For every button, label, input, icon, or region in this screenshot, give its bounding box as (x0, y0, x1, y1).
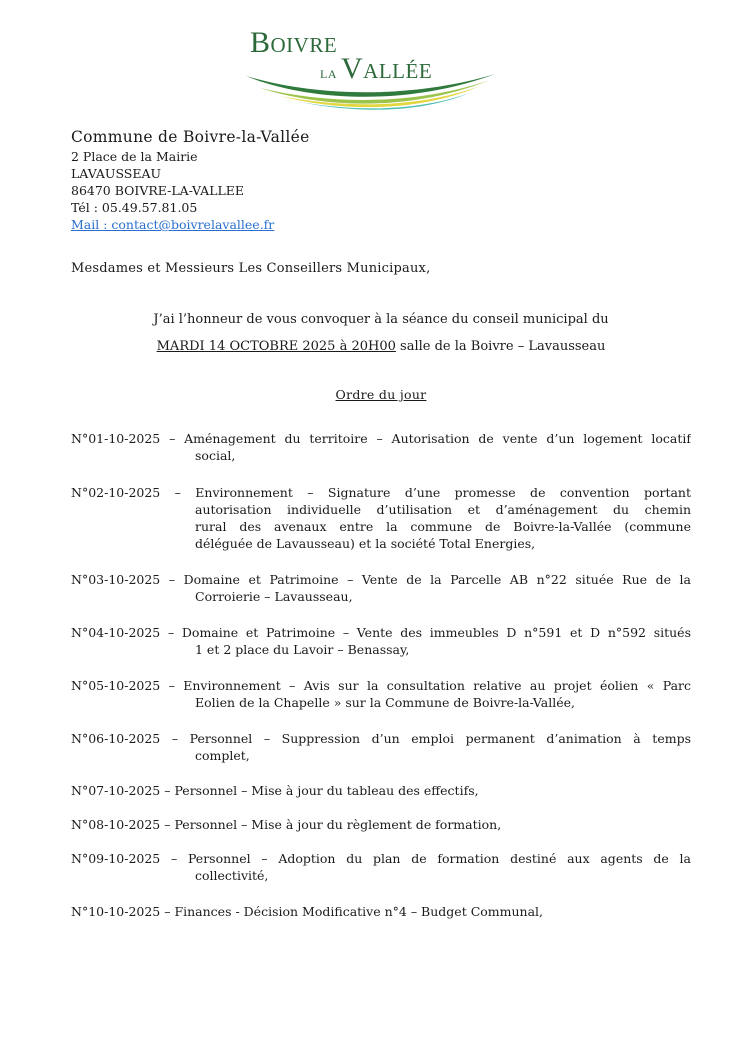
logo-text-boivre: Boivre (250, 26, 338, 59)
agenda-item (71, 730, 691, 764)
agenda-item (71, 624, 691, 658)
commune-name: Commune de Boivre-la-Vallée (71, 128, 310, 146)
agenda-item-continuation: Corroierie – Lavausseau, (195, 589, 353, 604)
agenda-item-continuation: autorisation individuelle d’utilisation et d’aménagement du chemin (195, 502, 691, 517)
logo-text-vallee-word: Vallée (341, 52, 433, 85)
meeting-place: salle de la Boivre – Lavausseau (395, 339, 606, 354)
meeting-date: MARDI 14 OCTOBRE 2025 à 20H00 (156, 339, 396, 354)
agenda-item-continuation: complet, (195, 748, 250, 763)
agenda-title: Ordre du jour (335, 387, 427, 402)
salutation: Mesdames et Messieurs Les Conseillers Municipaux, (71, 261, 431, 276)
agenda-item (71, 430, 691, 464)
address-line-1: 2 Place de la Mairie (71, 149, 198, 164)
logo-text-la: la (320, 63, 337, 82)
agenda-list (71, 430, 691, 920)
meeting-date-line (71, 339, 691, 354)
agenda-item-first-line: N°10-10-2025 – Finances - Décision Modificative n°4 – Budget Communal, (71, 904, 544, 919)
agenda-item (71, 484, 691, 552)
agenda-item-continuation: déléguée de Lavausseau) et la société Total Energies, (195, 536, 536, 551)
agenda-item-first-line: N°01-10-2025 – Aménagement du territoire – Autorisation de vente d’un logement locatif (71, 431, 691, 446)
agenda-item-continuation: 1 et 2 place du Lavoir – Benassay, (195, 642, 410, 657)
logo (240, 26, 502, 118)
address-line-2: LAVAUSSEAU (71, 166, 162, 181)
agenda-item-first-line: N°08-10-2025 – Personnel – Mise à jour du règlement de formation, (71, 817, 502, 832)
phone-number: Tél : 05.49.57.81.05 (71, 200, 198, 215)
agenda-item (71, 850, 691, 884)
agenda-item (71, 903, 691, 920)
agenda-item (71, 677, 691, 711)
agenda-item-first-line: N°04-10-2025 – Domaine et Patrimoine – Vente des immeubles D n°591 et D n°592 situés (71, 625, 691, 640)
agenda-item-continuation: Eolien de la Chapelle » sur la Commune de Boivre-la-Vallée, (195, 695, 576, 710)
agenda-item-continuation: collectivité, (195, 868, 269, 883)
agenda-item (71, 816, 691, 833)
address-line-3: 86470 BOIVRE-LA-VALLEE (71, 183, 245, 198)
agenda-item-continuation: social, (195, 448, 236, 463)
agenda-item-first-line: N°02-10-2025 – Environnement – Signature d’une promesse de convention portant (71, 485, 691, 500)
agenda-item-first-line: N°09-10-2025 – Personnel – Adoption du plan de formation destiné aux agents de la (71, 851, 691, 866)
agenda-item-first-line: N°07-10-2025 – Personnel – Mise à jour du tableau des effectifs, (71, 783, 479, 798)
agenda-item-first-line: N°05-10-2025 – Environnement – Avis sur la consultation relative au projet éolien « Parc (71, 678, 691, 693)
commune-header (71, 126, 310, 233)
agenda-item (71, 571, 691, 605)
mail-link[interactable]: Mail : contact@boivrelavallee.fr (71, 217, 275, 232)
agenda-item-first-line: N°03-10-2025 – Domaine et Patrimoine – Vente de la Parcelle AB n°22 située Rue de la (71, 572, 691, 587)
logo-swoosh-icon (240, 66, 502, 116)
convocation-line: J’ai l’honneur de vous convoquer à la séance du conseil municipal du (153, 312, 609, 327)
agenda-item-first-line: N°06-10-2025 – Personnel – Suppression d’un emploi permanent d’animation à temps (71, 731, 691, 746)
agenda-item (71, 782, 691, 799)
agenda-item-continuation: rural des avenaux entre la commune de Boivre-la-Vallée (commune (195, 519, 691, 534)
